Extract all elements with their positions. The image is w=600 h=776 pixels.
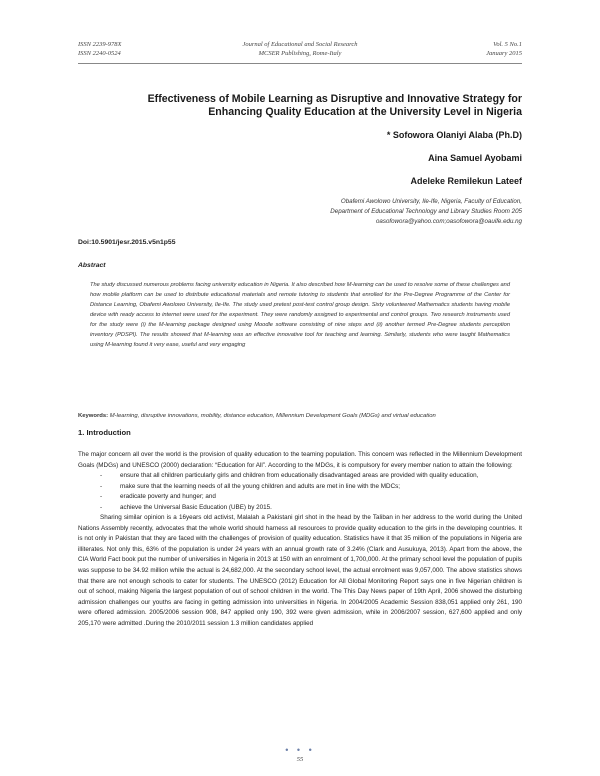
abstract-heading: Abstract (78, 262, 106, 269)
title-line-2: Enhancing Quality Education at the University Level in Nigeria (208, 106, 522, 118)
keywords (78, 411, 522, 421)
header-divider (78, 63, 522, 64)
author-1: * Sofowora Olaniyi Alaba (Ph.D) (386, 130, 522, 140)
footer-dots: • • • (285, 745, 315, 755)
header-volume (486, 40, 522, 58)
section-body (78, 450, 522, 629)
paragraph-1: The major concern all over the world is the provision of quality education to the teaming population. This concern was reflected in the Millennium Development Goals (MDGs) and UNESCO (2000) declaration: “Education for All”. According to the MDGs, it is compulsory for every member nation to attain the following: (78, 451, 522, 469)
affiliation-line-2: Department of Educational Technology and Library Studies Room 205 (330, 208, 522, 215)
list-item: - make sure that the learning needs of all the young children and adults are met in line with the MDCs; (78, 482, 522, 493)
title-line-1: Effectiveness of Mobile Learning as Disruptive and Innovative Strategy for (147, 93, 522, 105)
issn-online: ISSN 2240-0524 (78, 50, 121, 57)
author-email[interactable]: oasofowora@yahoo.com;oasofowora@oauife.edu.ng (375, 218, 522, 225)
issue-date: January 2015 (486, 50, 522, 57)
mdg-list (78, 471, 522, 513)
affiliation-line-1: Obafemi Awolowo University, Ile-Ife, Nigeria, Faculty of Education, (340, 198, 522, 205)
paragraph-2: Sharing similar opinion is a 16years old activist, Malalah a Pakistani girl shot in the head by the Taliban in her address to the world during the United Nations Assembly recently, advocates that the whole world should harness all resources to provide quality education to the girls in the developing countries. It is not only in Pakistan that they are faced with the challenges of provision of quality education. Statistics have it that 35 million of the populations in Nigeria are illiterates. Not only this, 63% of the population is under 24 years with an annual growth rate of 3.24% (Clark and Ausukuya, 2013). Apart from the above, the CIA World Fact book put the number of universities in Nigeria in 2013 at 150 with an enrolment of 1,700,000. At the primary school level the population of pupils was suppose to be 34.92 million while the actual is 24,682,000. At the secondary school level, the actual enrolment was 9,057,000. The above statistics shows that there are not enough schools to cater for students. The UNESCO (2012) Education for All Global Monitoring Report says one in five Nigerian children is out of school, making Nigeria the largest population of out of school children in the world. The This Day News paper of 19th April, 2006 showed the disturbing admission challenges our youths are facing in getting admission into universities in Nigeria. In 2004/2005 Academic Session 838,051 applied only 261, 190 were offered admission. 2005/2006 session 908, 847 applied only 190, 392 were given admission, while in 2006/2007 session, 627,600 applied and only 205,170 were admitted .During the 2010/2011 session 1.3 million candidates applied (78, 514, 522, 627)
list-item: - eradicate poverty and hunger; and (78, 492, 522, 503)
list-item: - achieve the Universal Basic Education (UBE) by 2015. (78, 503, 522, 514)
journal-name: Journal of Educational and Social Research (242, 41, 358, 48)
affiliation (330, 197, 522, 227)
issn-print: ISSN 2239-978X (78, 41, 122, 48)
keywords-text: M-learning, disruptive innovations, mobility, distance education, Millennium Development Goals (MDGs) and virtual education (109, 413, 436, 419)
volume: Vol. 5 No.1 (493, 41, 522, 48)
section-heading: 1. Introduction (78, 428, 131, 437)
publisher: MCSER Publishing, Rome-Italy (258, 50, 342, 57)
author-2: Aina Samuel Ayobami (428, 153, 522, 163)
doi[interactable]: Doi:10.5901/jesr.2015.v5n1p55 (78, 239, 176, 246)
paper-title (78, 93, 522, 119)
keywords-label: Keywords: (78, 413, 109, 419)
author-3: Adeleke Remilekun Lateef (410, 176, 522, 186)
page-number: 55 (296, 756, 304, 763)
abstract-text: The study discussed numerous problems facing university education in Nigeria. It also described how M-learning can be used to resolve some of these challenges and how mobile platform can be used to distribute educational materials and remote tutoring to students that enrolled for the Pre-Degree Programme of the Center for Distance Learning, Obafemi Awolowo University, Ile-Ife. The study used pretest post-test control group design. Sixty volunteered Mathematics students having mobile device with ready access to internet were used for the experiment. They were randomly assigned to experimental and control groups. Two research instruments used for the study were (i) the M-learning package designed using Moodle software consisting of nine steps and (ii) another termed Pre-Degree students perception inventory (PDSPI). The results showed that M-learning was an effective innovative tool for teaching and learning. Similarly, students who were taught Mathematics using M-learning found it very ease, useful and very engaging (90, 282, 510, 348)
list-item: - ensure that all children particularly girls and children from educationally disadvantaged areas are provided with quality education, (78, 471, 522, 482)
